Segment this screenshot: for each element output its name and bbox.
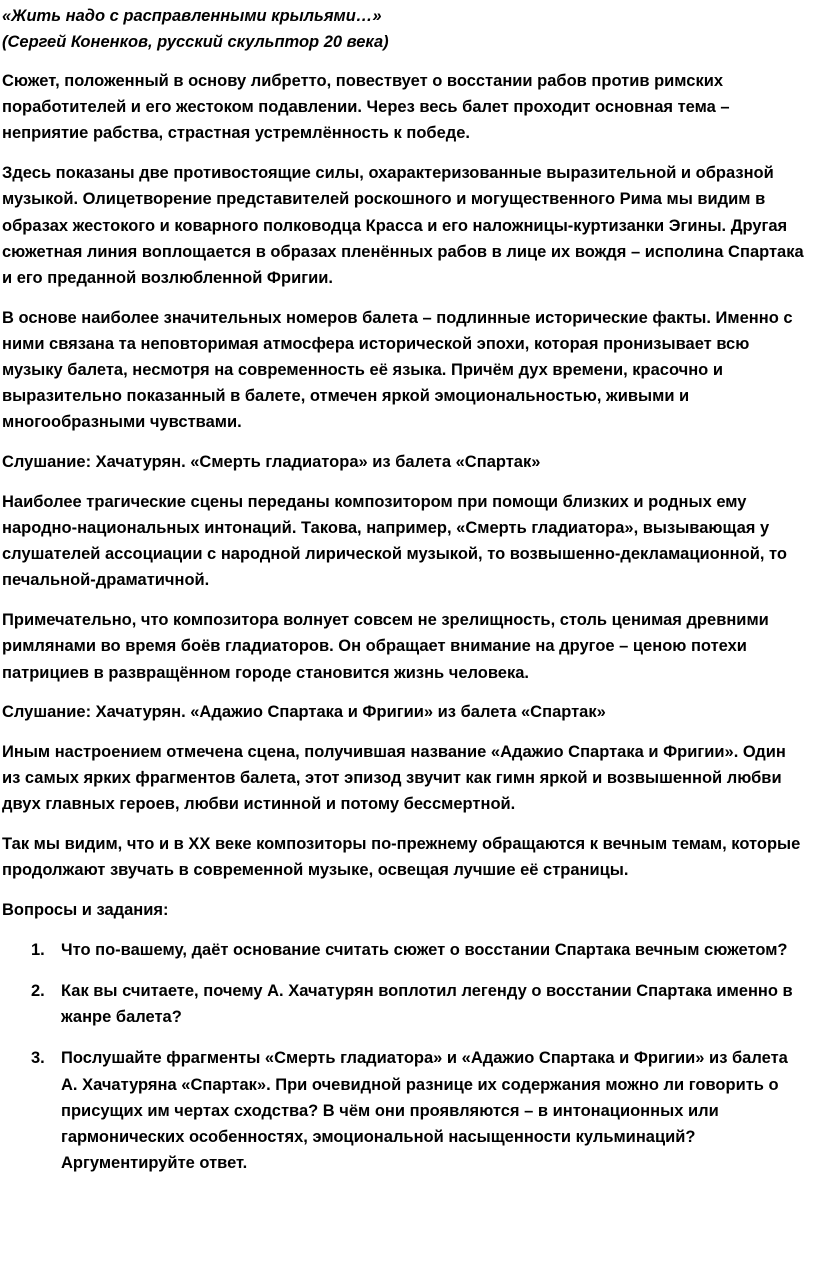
list-item-text: Что по-вашему, даёт основание считать сюжет о восстании Спартака вечным сюжетом? — [61, 940, 788, 959]
list-item — [2, 978, 804, 1030]
paragraph-two-forces: Здесь показаны две противостоящие силы, охарактеризованные выразительной и образной музыкой. Олицетворение представителей роскошного и могущественного Рима мы видим в образах жестокого и коварного полководца Красса и его наложницы-куртизанки Эгины. Другая сюжетная линия воплощается в образах пленённых рабов в лице их вождя – исполина Спартака и его преданной возлюбленной Фригии. — [2, 164, 804, 287]
questions-heading: Вопросы и задания: — [2, 900, 169, 919]
list-item-number: 1. — [31, 940, 45, 959]
list-item-number: 3. — [31, 1049, 45, 1068]
paragraph-composer-attention: Примечательно, что композитора волнует совсем не зрелищность, столь ценимая древними римлянами во время боёв гладиаторов. Он обращает внимание на другое – ценою потехи патрициев в развращённом городе становится жизнь человека. — [2, 611, 769, 682]
paragraph-tragic-scenes: Наиболее трагические сцены переданы композитором при помощи близких и родных ему народно-национальных интонаций. Такова, например, «Смерть гладиатора», вызывающая у слушателей ассоциации с народной лирической музыкой, то возвышенно-декламационной, то печальной-драматичной. — [2, 492, 787, 590]
paragraph-historical-facts: В основе наиболее значительных номеров балета – подлинные исторические факты. Именно с ними связана та неповторимая атмосфера исторической эпохи, которая пронизывает всю музыку балета, несмотря на современность её языка. Причём дух времени, красочно и выразительно показанный в балете, отмечен яркой эмоциональностью, живыми и многообразными чувствами. — [2, 308, 793, 432]
paragraph-plot: Сюжет, положенный в основу либретто, повествует о восстании рабов против римских поработителей и его жестоком подавлении. Через весь балет проходит основная тема – неприятие рабства, страстная устремлённость к победе. — [2, 72, 730, 143]
list-item-number: 2. — [31, 981, 45, 1000]
epigraph-attribution: (Сергей Коненков, русский скульптор 20 века) — [2, 33, 389, 51]
listening-gladiator-heading: Слушание: Хачатурян. «Смерть гладиатора» из балета «Спартак» — [2, 453, 541, 472]
listening-adagio-heading: Слушание: Хачатурян. «Адажио Спартака и Фригии» из балета «Спартак» — [2, 703, 606, 722]
paragraph-adagio: Иным настроением отмечена сцена, получившая название «Адажио Спартака и Фригии». Один из самых ярких фрагментов балета, этот эпизод звучит как гимн яркой и возвышенной любви двух главных героев, любви истинной и потому бессмертной. — [2, 742, 786, 814]
epigraph — [2, 3, 804, 55]
paragraph-conclusion: Так мы видим, что и в XX веке композиторы по-прежнему обращаются к вечным темам, которые продолжают звучать в современной музыке, освещая лучшие её страницы. — [2, 835, 801, 880]
list-item — [2, 1045, 804, 1176]
list-item-text: Как вы считаете, почему А. Хачатурян воплотил легенду о восстании Спартака именно в жанре балета? — [61, 981, 793, 1027]
epigraph-quote: «Жить надо с расправленными крыльями…» — [2, 7, 382, 25]
questions-list — [2, 937, 804, 1177]
list-item-text: Послушайте фрагменты «Смерть гладиатора» и «Адажио Спартака и Фригии» из балета А. Хачатуряна «Спартак». При очевидной разнице их содержания можно ли говорить о присущих им чертах сходства? В чём они проявляются – в интонационных или гармонических особенностях, эмоциональной насыщенности кульминаций? Аргументируйте ответ. — [61, 1049, 788, 1173]
list-item — [2, 937, 804, 963]
